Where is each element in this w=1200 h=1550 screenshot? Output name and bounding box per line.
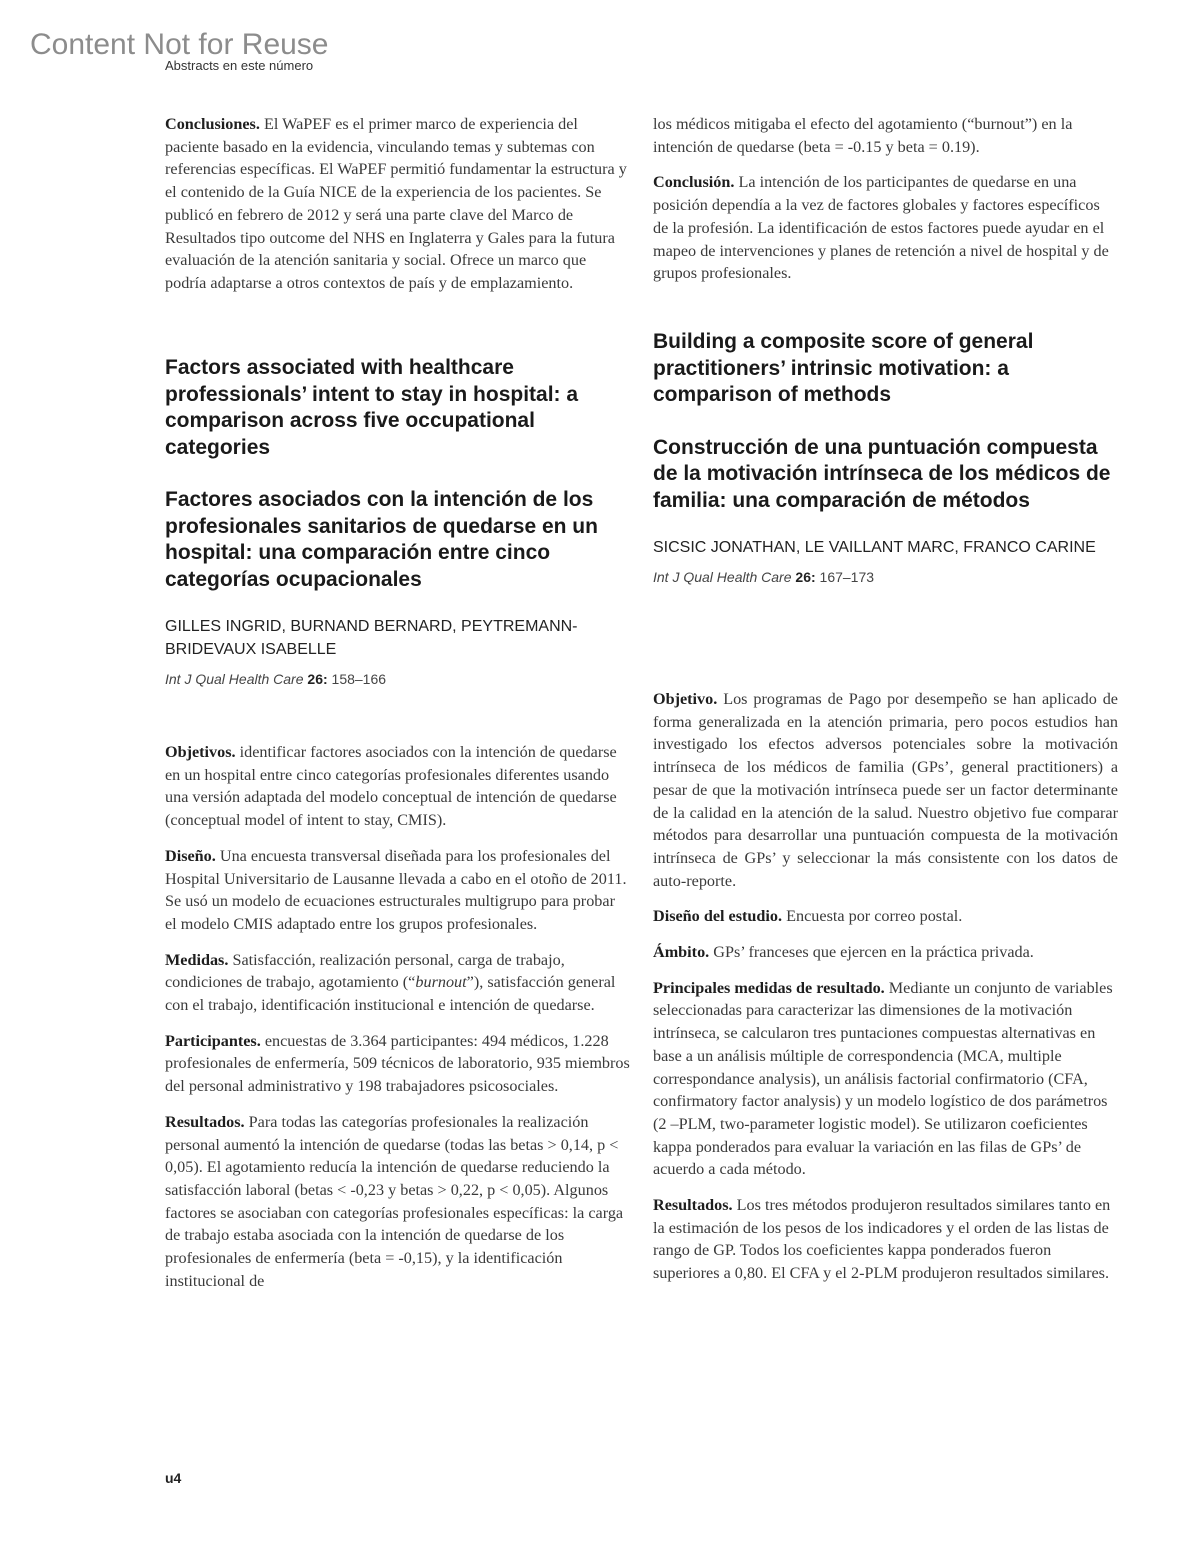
- article-abstract: [653, 688, 1118, 1298]
- continuation-paragraph: los médicos mitigaba el efecto del agotamiento (“burnout”) en la intención de quedarse (beta = -0.15 y beta = 0.19).: [653, 115, 1073, 156]
- abstract-section: [165, 1111, 630, 1293]
- section-text: identificar factores asociados con la intención de quedarse en un hospital entre cinco categorías profesionales diferentes usando una versión adaptada del modelo conceptual de intención de quedarse (conceptual model of intent to stay, CMIS).: [165, 743, 617, 830]
- left-column: [165, 113, 630, 1290]
- section-label: Medidas.: [165, 950, 229, 969]
- article-citation: [653, 569, 1118, 585]
- article-authors: GILLES INGRID, BURNAND BERNARD, PEYTREMANN-BRIDEVAUX ISABELLE: [165, 618, 578, 658]
- section-label: Diseño del estudio.: [653, 907, 783, 926]
- section-text: Para todas las categorías profesionales la realización personal aumentó la intención de quedarse (todas las betas > 0,14, p < 0,05). El agotamiento reducía la intención de quedarse reduciendo la satisfacción laboral (betas < -0,23 y betas > 0,22, p < 0,05). Algunos factores se asociaban con categorías profesionales específicas: la carga de trabajo estaba asociada con la intención de quedarse de los profesionales de enfermería (beta = -0,15), y la identificación institucional de: [165, 1112, 624, 1290]
- section-label: Ámbito.: [653, 943, 710, 962]
- journal-name: Int J Qual Health Care: [653, 569, 792, 585]
- article-abstract: [165, 741, 630, 1305]
- article-title-en: Factors associated with healthcare professionals’ intent to stay in hospital: a comparison across five occupational categories: [165, 356, 579, 459]
- section-label: Objetivos.: [165, 743, 236, 761]
- section-text: GPs’ franceses que ejercen en la práctica privada.: [709, 943, 1034, 962]
- article-title-es: Factores asociados con la intención de los profesionales sanitarios de quedarse en un hospital: una comparación entre cinco categorías ocupacionales: [165, 488, 598, 591]
- section-label: Resultados.: [165, 1112, 245, 1131]
- journal-volume: 26:: [307, 671, 328, 687]
- section-text: Los tres métodos produjeron resultados similares tanto en la estimación de los pesos de los indicadores y el orden de las listas de rango de GP. Todos los coeficientes kappa ponderados fueron superiores a 0,80. El CFA y el 2-PLM produjeron resultados similares.: [653, 1196, 1111, 1283]
- section-label: Principales medidas de resultado.: [653, 978, 885, 997]
- section-text: Encuesta por correo postal.: [782, 907, 963, 926]
- article-title-en: Building a composite score of general practitioners’ intrinsic motivation: a comparison of methods: [653, 330, 1034, 406]
- article-authors: SICSIC JONATHAN, LE VAILLANT MARC, FRANCO CARINE: [653, 539, 1096, 556]
- journal-pages: 167–173: [819, 569, 875, 585]
- conclusions-paragraph: [165, 113, 630, 295]
- section-label: Conclusiones.: [165, 115, 260, 133]
- page-number: u4: [165, 1470, 182, 1486]
- section-italic: burnout: [415, 973, 467, 992]
- abstract-section: [165, 845, 630, 936]
- abstract-section: [653, 1194, 1118, 1285]
- journal-volume: 26:: [795, 569, 816, 585]
- section-text: encuestas de 3.364 participantes: 494 médicos, 1.228 profesionales de enfermería, 509 técnicos de laboratorio, 935 miembros del personal administrativo y 198 trabajadores psicosociales.: [165, 1031, 630, 1096]
- abstract-section: [653, 977, 1118, 1181]
- section-label: Diseño.: [165, 846, 216, 865]
- section-label: Resultados.: [653, 1196, 733, 1215]
- section-text: Una encuesta transversal diseñada para los profesionales del Hospital Universitario de Lausanne llevada a cabo en el otoño de 2011. Se usó un modelo de ecuaciones estructurales multigrupo para probar el modelo CMIS adaptado entre los grupos profesionales.: [165, 846, 627, 933]
- section-text: El WaPEF es el primer marco de experiencia del paciente basado en la evidencia, vinculando temas y subtemas con referencias específicas. El WaPEF permitió fundamentar la estructura y el contenido de la Guía NICE de la experiencia de los pacientes. Se publicó en febrero de 2012 y será una parte clave del Marco de Resultados tipo outcome del NHS en Inglaterra y Gales para la futura evaluación de la atención sanitaria y social. Ofrece un marco que podría adaptarse a otros contextos de país y de emplazamiento.: [165, 115, 627, 292]
- abstract-section: [653, 905, 1118, 928]
- section-label: Objetivo.: [653, 690, 718, 708]
- journal-pages: 158–166: [331, 671, 387, 687]
- section-text: Los programas de Pago por desempeño se han aplicado de forma generalizada en la atención primaria, pero pocos estudios han investigado los efectos adversos potenciales sobre la motivación intrínseca de los médicos de familia (GPs’, general practitioners) a pesar de que la motivación intrínseca puede ser un factor determinante de la calidad en la atención de la salud. Nuestro objetivo fue comparar métodos para desarrollar una puntuación compuesta de la motivación intrínseca de GPs’ y seleccionar la más consistente con los datos de auto-reporte.: [653, 690, 1118, 890]
- section-text: La intención de los participantes de quedarse en una posición dependía a la vez de factores globales y factores específicos de la profesión. La identificación de estos factores puede ayudar en el mapeo de intervenciones y planes de retención a nivel de hospital y de grupos profesionales.: [653, 173, 1109, 283]
- abstract-section: [165, 1030, 630, 1098]
- section-text: Mediante un conjunto de variables seleccionadas para caracterizar las dimensiones de la motivación intrínseca, se calcularon tres puntaciones compuestas alternativas en base a un análisis múltiple de correspondencia (MCA, multiple correspondance analysis), un análisis factorial confirmatorio (CFA, confirmatory factor analysis) y un modelo logístico de dos parámetros (2 –PLM, two-parameter logistic model). Se utilizaron coeficientes kappa ponderados para evaluar la variación en las filas de GPs’ de acuerdo a cada método.: [653, 978, 1113, 1179]
- abstract-section: [165, 741, 630, 832]
- journal-name: Int J Qual Health Care: [165, 671, 304, 687]
- article-citation: [165, 671, 630, 687]
- abstract-section: [653, 688, 1118, 892]
- abstract-section: [653, 941, 1118, 964]
- article-header: [165, 355, 630, 687]
- right-column: [653, 113, 1118, 1283]
- section-label: Conclusión.: [653, 173, 735, 192]
- conclusion-paragraph: [653, 171, 1118, 285]
- article-title-es: Construcción de una puntuación compuesta de la motivación intrínseca de los médicos de familia: una comparación de métodos: [653, 435, 1111, 512]
- article-header: [653, 329, 1118, 585]
- section-label: Participantes.: [165, 1031, 261, 1050]
- section-text: ”), satisfacción general con el trabajo, identificación institucional e intención de quedarse.: [165, 973, 616, 1015]
- watermark: Content Not for Reuse: [30, 28, 329, 61]
- section-text: Satisfacción, realización personal, carga de trabajo, condiciones de trabajo, agotamiento (“: [165, 950, 565, 992]
- running-head: Abstracts en este número: [165, 58, 314, 73]
- abstract-section: [165, 949, 630, 1017]
